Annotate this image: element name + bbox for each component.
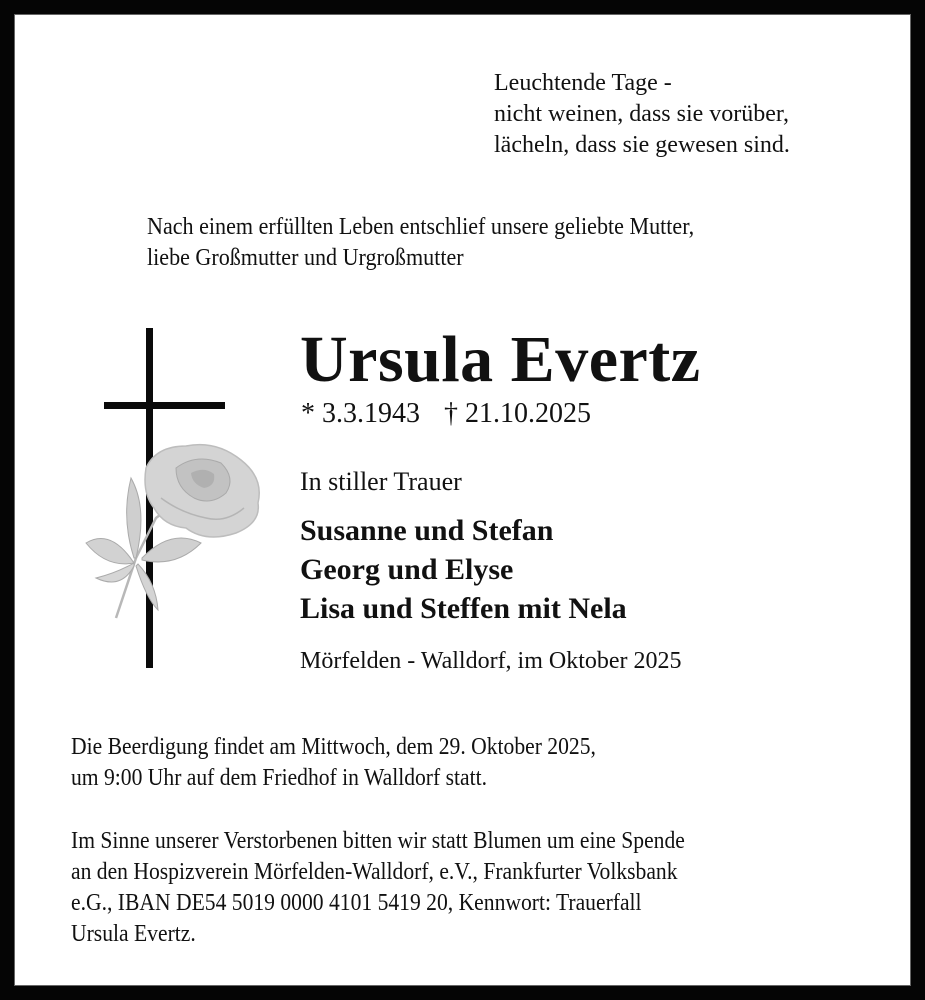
birth-date: * 3.3.1943 bbox=[301, 398, 420, 429]
donation-info bbox=[71, 826, 685, 950]
donation-line: Im Sinne unserer Verstorbenen bitten wir statt Blumen um eine Spende bbox=[71, 828, 685, 854]
deceased-name: Ursula Evertz bbox=[300, 323, 701, 396]
obituary-notice bbox=[14, 14, 911, 986]
motto-line: lächeln, dass sie gewesen sind. bbox=[494, 132, 790, 158]
donation-line: an den Hospizverein Mörfelden-Walldorf, e.V., Frankfurter Volksbank bbox=[71, 859, 678, 885]
family-list bbox=[300, 511, 627, 628]
motto-line: Leuchtende Tage - bbox=[494, 70, 672, 96]
death-date: † 21.10.2025 bbox=[444, 398, 591, 429]
cross-with-rose-icon bbox=[76, 328, 266, 673]
family-member: Georg und Elyse bbox=[300, 553, 514, 586]
donation-line: e.G., IBAN DE54 5019 0000 4101 5419 20, Kennwort: Trauerfall bbox=[71, 890, 642, 916]
family-member: Susanne und Stefan bbox=[300, 514, 554, 547]
life-dates bbox=[301, 397, 591, 431]
family-member: Lisa und Steffen mit Nela bbox=[300, 592, 627, 625]
motto-line: nicht weinen, dass sie vorüber, bbox=[494, 101, 789, 127]
funeral-line: Die Beerdigung findet am Mittwoch, dem 29. Oktober 2025, bbox=[71, 734, 596, 760]
funeral-line: um 9:00 Uhr auf dem Friedhof in Walldorf statt. bbox=[71, 765, 487, 791]
cross-horizontal-bar bbox=[104, 402, 225, 409]
intro-line: liebe Großmutter und Urgroßmutter bbox=[147, 245, 464, 271]
mourning-label: In stiller Trauer bbox=[300, 467, 462, 496]
donation-line: Ursula Evertz. bbox=[71, 921, 196, 947]
intro-line: Nach einem erfüllten Leben entschlief unsere geliebte Mutter, bbox=[147, 214, 695, 240]
intro-text bbox=[147, 212, 694, 274]
funeral-info bbox=[71, 732, 596, 794]
place-and-date: Mörfelden - Walldorf, im Oktober 2025 bbox=[300, 648, 682, 674]
motto-verse bbox=[494, 68, 790, 161]
